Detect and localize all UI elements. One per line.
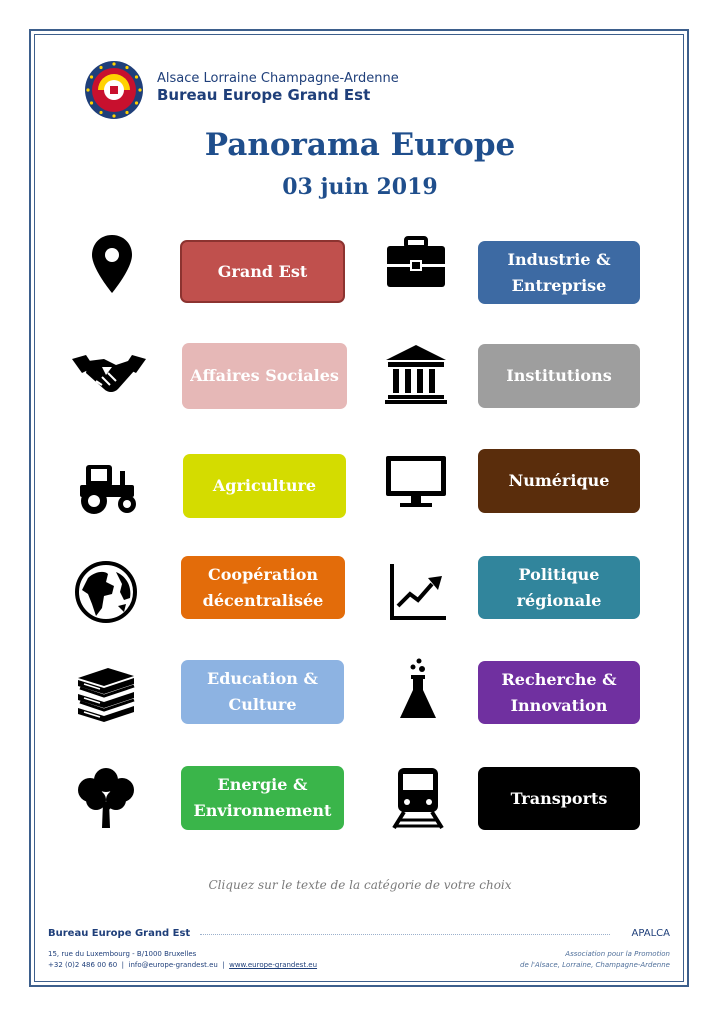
monitor-icon — [384, 450, 448, 514]
train-icon — [386, 766, 450, 830]
category-label: Affaires Sociales — [190, 366, 339, 385]
category-education-culture-button[interactable] — [181, 660, 344, 724]
briefcase-icon — [384, 233, 448, 297]
category-affaires-sociales-button[interactable] — [182, 343, 347, 409]
footer-website-link[interactable]: www.europe-grandest.eu — [229, 961, 318, 969]
handshake-icon — [72, 345, 146, 409]
category-politique-regionale-button[interactable] — [478, 556, 640, 619]
category-label: Transports — [510, 788, 608, 808]
footer-contact — [48, 961, 317, 969]
instruction-text: Cliquez sur le texte de la catégorie de votre choix — [208, 878, 512, 892]
footer-email[interactable]: info@europe-grandest.eu — [128, 961, 218, 969]
category-transports-button[interactable] — [478, 767, 640, 830]
page-date: 03 juin 2019 — [282, 174, 438, 200]
category-label: Numérique — [508, 471, 610, 490]
org-name: Bureau Europe Grand Est — [157, 86, 371, 104]
globe-icon — [74, 560, 138, 624]
footer-divider — [200, 934, 610, 935]
category-label: Coopération décentralisée — [202, 564, 324, 610]
books-icon — [74, 664, 138, 728]
category-label: Industrie & Entreprise — [507, 249, 611, 295]
footer-separator: | — [220, 961, 227, 969]
location-pin-icon — [80, 233, 144, 297]
category-recherche-innovation-button[interactable] — [478, 661, 640, 724]
bureau-logo — [84, 60, 144, 120]
category-label: Energie & Environnement — [193, 775, 332, 820]
tractor-icon — [76, 457, 140, 521]
category-industrie-entreprise-button[interactable] — [478, 241, 640, 304]
footer-assoc-line2: de l'Alsace, Lorraine, Champagne-Ardenne — [520, 961, 670, 969]
category-label: Agriculture — [212, 476, 317, 495]
tree-icon — [74, 766, 138, 830]
category-label: Politique régionale — [516, 564, 602, 610]
org-subtitle: Alsace Lorraine Champagne-Ardenne — [157, 71, 399, 86]
footer-org-name: Bureau Europe Grand Est — [48, 928, 191, 939]
category-label: Recherche & Innovation — [501, 669, 617, 715]
category-energie-environnement-button[interactable] — [181, 766, 344, 830]
category-label: Institutions — [506, 366, 612, 385]
category-label: Education & Culture — [207, 669, 318, 714]
category-grand-est-button[interactable] — [180, 240, 345, 303]
footer-address: 15, rue du Luxembourg - B/1000 Bruxelles — [48, 950, 197, 958]
category-agriculture-button[interactable] — [183, 454, 346, 518]
category-label: Grand Est — [217, 261, 308, 281]
footer-assoc-line1: Association pour la Promotion — [565, 950, 670, 958]
category-cooperation-decentralisee-button[interactable] — [181, 556, 345, 619]
category-numerique-button[interactable] — [478, 449, 640, 513]
line-chart-icon — [386, 560, 450, 624]
institution-building-icon — [384, 342, 448, 406]
footer-apalca: APALCA — [631, 928, 670, 939]
page-title: Panorama Europe — [204, 127, 516, 163]
flask-icon — [386, 658, 450, 722]
footer-phone: +32 (0)2 486 00 60 — [48, 961, 118, 969]
category-institutions-button[interactable] — [478, 344, 640, 408]
footer-separator: | — [119, 961, 127, 969]
